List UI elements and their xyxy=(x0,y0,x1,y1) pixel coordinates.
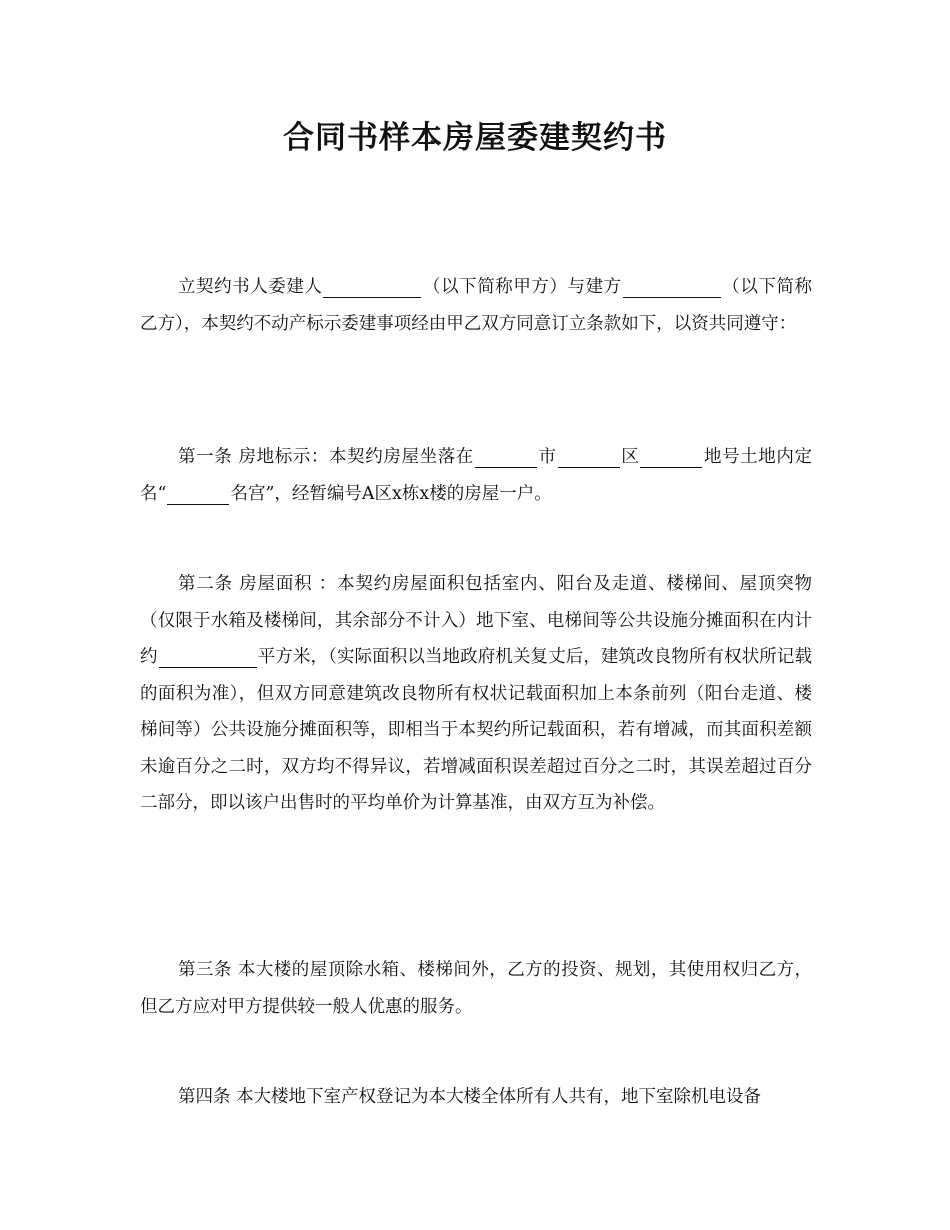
article-2-text-2: 平方米，（实际面积以当地政府机关复丈后，建筑改良物所有权状所记载的面积为准），但双方同意建筑改良物所有权状记载面积加上本条前列（阳台走道、楼梯间等）公共设施分摊面积等，即相当于本契约所记载面积，若有增减，而其面积差额未逾百分之二时，双方均不得异议，若增减面积误差超过百分之二时，其误差超过百分二部分，即以该户出售时的平均单价为计算基准，由双方互为补偿。 xyxy=(140,647,813,813)
building-name-blank xyxy=(167,482,229,505)
article-1-text-4: 地号土地内定名“ xyxy=(140,447,813,504)
article-1-text-5: 名宫”，经暂编号A区x栋x楼的房屋一户。 xyxy=(230,483,552,504)
district-blank xyxy=(558,445,620,468)
lot-number-blank xyxy=(640,445,702,468)
article-1-text-2: 市 xyxy=(537,447,557,467)
article-4-paragraph: 第四条 本大楼地下室产权登记为本大楼全体所有人共有，地下室除机电设备 xyxy=(178,1087,762,1107)
document-title: 合同书样本房屋委建契约书 xyxy=(283,120,667,156)
preamble-paragraph xyxy=(140,269,812,342)
article-1-paragraph xyxy=(140,439,812,512)
article-1-text-1: 第一条 房地标示：本契约房屋坐落在 xyxy=(178,447,474,467)
article-3-paragraph: 第三条 本大楼的屋顶除水箱、楼梯间外，乙方的投资、规划，其使用权归乙方，但乙方应对甲方提供较一般人优惠的服务。 xyxy=(140,960,812,1017)
preamble-text-1: 立契约书人委建人 xyxy=(178,277,323,297)
preamble-text-3: （以下简称乙方），本契约不动产标示委建事项经由甲乙双方同意订立条款如下，以资共同遵守： xyxy=(140,277,813,334)
city-blank xyxy=(475,445,537,468)
builder-name-blank xyxy=(623,275,721,298)
article-2-text-1: 第二条 房屋面积 ：本契约房屋面积包括室内、阳台及走道、楼梯间、屋顶突物（仅限于水箱及楼梯间，其余部分不计入）地下室、电梯间等公共设施分摊面积在内计约 xyxy=(140,574,812,667)
area-blank xyxy=(159,645,257,668)
article-2-paragraph xyxy=(140,566,812,822)
preamble-text-2: （以下简称甲方）与建方 xyxy=(422,277,622,297)
article-1-text-3: 区 xyxy=(620,447,640,467)
principal-name-blank xyxy=(323,275,421,298)
